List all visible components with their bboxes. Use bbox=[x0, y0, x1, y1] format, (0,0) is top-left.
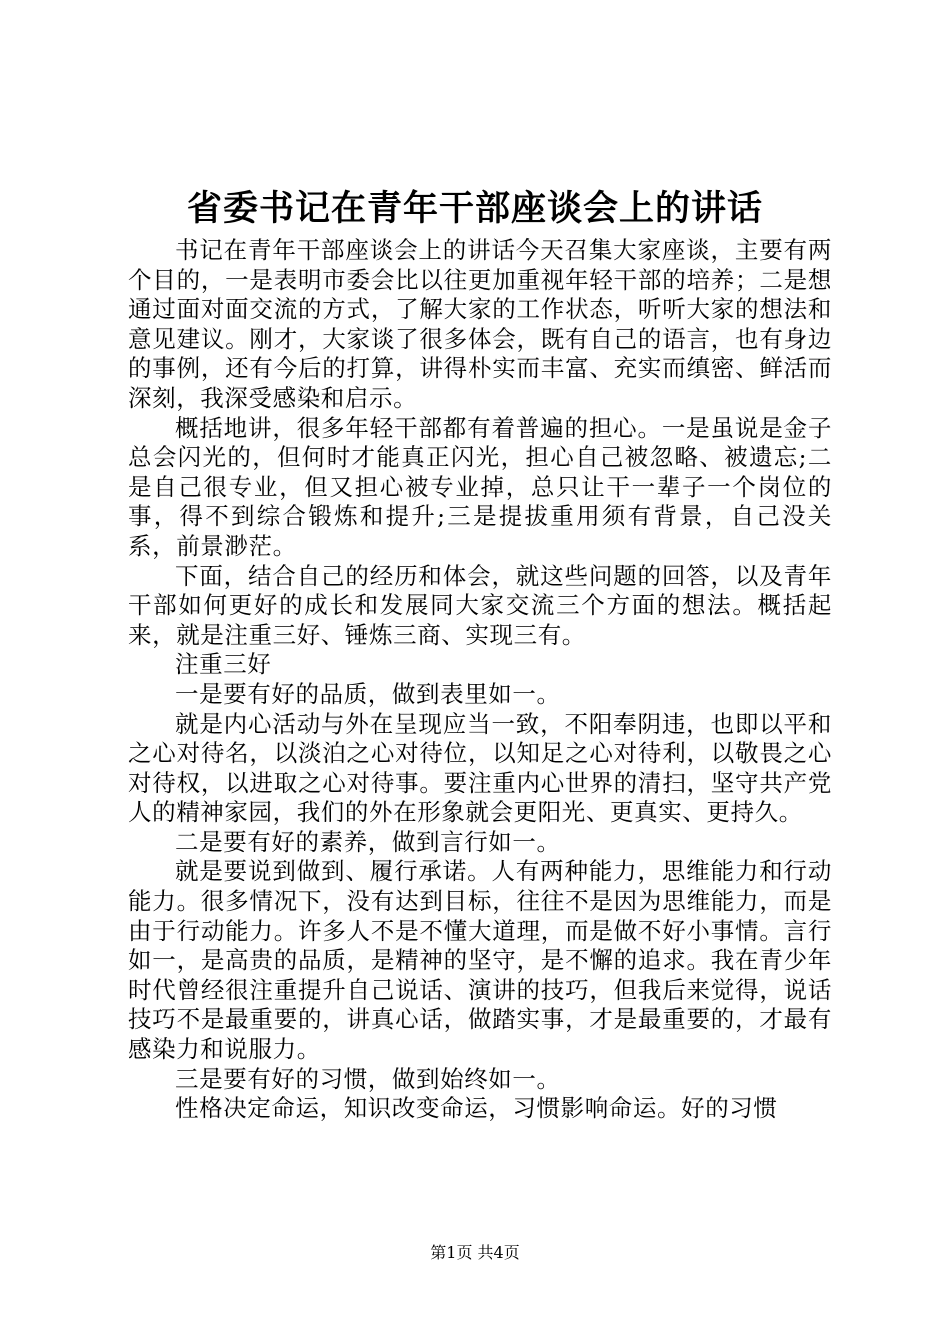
document-body bbox=[128, 236, 832, 1124]
subsection-heading: 二是要有好的素养，做到言行如一。 bbox=[175, 827, 561, 856]
document-title: 省委书记在青年干部座谈会上的讲话 bbox=[186, 188, 763, 229]
subsection-heading: 三是要有好的习惯，做到始终如一。 bbox=[175, 1064, 561, 1093]
paragraph: 就是要说到做到、履行承诺。人有两种能力，思维能力和行动能力。很多情况下，没有达到目标，往往不是因为思维能力，而是由于行动能力。许多人不是不懂大道理，而是做不好小事情。言行如一，是高贵的品质，是精神的坚守，是不懈的追求。我在青少年时代曾经很注重提升自己说话、演讲的技巧，但我后来觉得，说话技巧不是最重要的，讲真心话，做踏实事，才是最重要的，才最有感染力和说服力。 bbox=[128, 857, 832, 1064]
paragraph: 下面，结合自己的经历和体会，就这些问题的回答，以及青年干部如何更好的成长和发展同大家交流三个方面的想法。概括起来，就是注重三好、锤炼三商、实现三有。 bbox=[128, 561, 832, 649]
section-heading: 注重三好 bbox=[175, 650, 272, 679]
paragraph: 概括地讲，很多年轻干部都有着普遍的担心。一是虽说是金子总会闪光的，但何时才能真正闪光，担心自己被忽略、被遗忘;二是自己很专业，但又担心被专业掉，总只让干一辈子一个岗位的事，得不到综合锻炼和提升;三是提拔重用须有背景，自己没关系，前景渺茫。 bbox=[128, 413, 832, 560]
page-number: 第1页 共4页 bbox=[430, 1243, 520, 1262]
paragraph: 性格决定命运，知识改变命运，习惯影响命运。好的习惯 bbox=[175, 1094, 778, 1123]
paragraph: 就是内心活动与外在呈现应当一致，不阳奉阴违，也即以平和之心对待名，以淡泊之心对待位，以知足之心对待利，以敬畏之心对待权，以进取之心对待事。要注重内心世界的清扫，坚守共产党人的精神家园，我们的外在形象就会更阳光、更真实、更持久。 bbox=[128, 709, 832, 827]
paragraph: 书记在青年干部座谈会上的讲话今天召集大家座谈，主要有两个目的，一是表明市委会比以往更加重视年轻干部的培养；二是想通过面对面交流的方式，了解大家的工作状态，听听大家的想法和意见建议。刚才，大家谈了很多体会，既有自己的语言，也有身边的事例，还有今后的打算，讲得朴实而丰富、充实而缜密、鲜活而深刻，我深受感染和启示。 bbox=[128, 236, 832, 412]
subsection-heading: 一是要有好的品质，做到表里如一。 bbox=[175, 679, 561, 708]
